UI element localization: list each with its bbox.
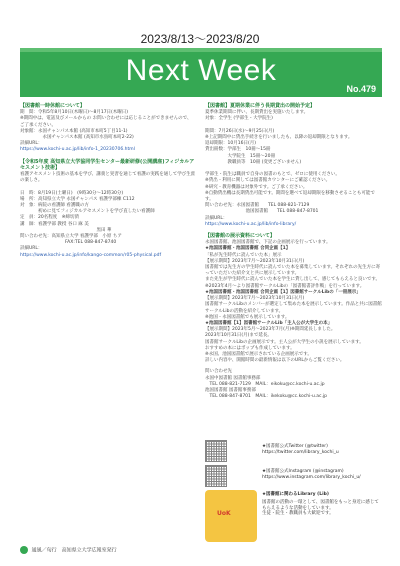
library-club-logo	[205, 490, 257, 542]
sns-twitter[interactable]: ★図書館公式Twitter (@twitter) https://twitter.com/library_kochi_u	[262, 444, 339, 455]
section-head-exhibit: 【図書館の展示資料について】	[205, 233, 275, 240]
exhibit-1-head: ★池国図書館・池国図書館 合同企画【1】	[205, 246, 291, 252]
sns-instagram[interactable]: ★図書館公式Instagram (@instagram) https://www.instagram.com/library_kochi_u/	[262, 469, 361, 480]
footer	[20, 546, 117, 554]
footer-org: 通風／旬行 高知県立大学広報室発行	[31, 547, 117, 554]
right-column	[205, 103, 382, 400]
qr-code-instagram	[205, 465, 227, 487]
contact-label: 問い合わせ先	[205, 369, 232, 375]
seminar-link[interactable]: https://www.kochi-u.ac.jp/info/kango-common/r05-physical.pdf	[20, 252, 162, 258]
exhibit-2-body: 【展示期間】2023年7月〜2023年10月31日(月) 図書館サークルLibのメンバーが選定して集めた本を展示しています。作品と共に図書館サークルLibの活動を紹介しています。 ※池国・永国図書館でも展示しています。	[205, 296, 382, 320]
qr-code-twitter	[205, 440, 227, 462]
issue-number: No.479	[346, 84, 376, 94]
library-club-head: ★図書館に関わるLibrary (Lib)	[262, 492, 329, 497]
exhibit-3-body: 【展示期間】2023年5月〜2023年7月(月)※期間延長しました。 2023年10月31日(月)まで延長。 図書館サークルLibの企画展示です。主人公が大学生の小説を展示しています。 おすすめの本にはポップも作成しています。 ※永国、池国図書館で展示されている企画展示です。	[205, 327, 364, 357]
exhibit-3-head: ★池国図書館【1】図書館サークルLib「主人公が大学生の本」	[205, 320, 333, 326]
library-club-logo-text: UoK	[217, 510, 231, 517]
page-title: Next Week	[125, 54, 277, 87]
exhibit-1-body: 「私が先生時代に読んでいた本」展示 【展示期間】2023年7月〜2023年10月31日(月) 図書館では先生方の学生時代に読んでいた本を募集しています。それぞれの先生方に寄っていただいた紹介文と共に展示しています。 また先生が学生時代に読んでいた本を学生に貸し出して、感じてもらえると良いです。 ※2023年4月〜より図書館サークルLibの「図書館書評作戦」を行っています。	[205, 252, 381, 289]
section-head-seminar: 【令和5年度 高知県立大学協同学生センター最新研修(公開講座)フィジカルアセスメント技術】	[20, 158, 195, 171]
section-body-seminar: 看護アセスメント技術の基本を学び、講義と実習を通じて看護の実践を通して学び生涯の楽しさ。 日 時：8月19日(土曜日) (9時30分〜12時30分) 場 所：高知県立大学 永国チャンパス 看護学部棟 C112 対 象：病院の看護師 看護職の方 初めに見てフィジカルアセスメントを学び直したい看護師 定 員：20名程度 ※締切済 講 師：看護学部 教授 谷口 麻 美 黒田 華 問い合わせ先：高知県立大学 看護学部 小原 ちア FAX:TEL 088-847-8740 詳細URL：	[20, 172, 196, 252]
left-column	[20, 103, 196, 259]
lending-link[interactable]: https://www.kochi-u.ac.jp/lib/info-library/	[205, 221, 297, 227]
exhibit-2-head: ★池国図書館・池国図書館 合同企画【1】図書館サークルLibの「一冊展示」	[205, 289, 361, 295]
section-body-lending: 夏季休業期間に伴い、長期貸出を実施いたします。 対象：全学生 (学部生・大学院生) 期間：7月26日(水)〜9月25日(月) ※上記期間中に貸出手続きを行いましたも、以降の返却期限となります。 返却期限：10月16日(月) 貸出冊数：学部生 10冊〜15冊 大学院生 15冊〜20冊 教職員等 10冊 (変更ございません) 学部生・院生は職員で自身の図書のもとで、ゼロに使用ください。 ※貸出・利用に関しては図書館カウンターにご確認ください。 ※研究・教育機器は対象外です。ご了承ください。 ※自動貸出機は長期貸出可能です。期間を選べて返却期限を移動させることも可能です。 問い合わせ先：永国図書館 TEL 088-821-7129 池国図書館 TEL 088-847-8701 詳細URL：	[205, 110, 375, 221]
section-head-lending: 【図書館】夏期休業に伴う長期貸出の開始予定】	[205, 103, 316, 109]
banner	[20, 48, 382, 97]
contact-body: 永国中図書館 図書館事務部 TEL 088-821-7129 MAIL：eikoku@cc.kochi-u.ac.jp 池国図書館 図書館事務部 TEL 088-847-8701 MAIL：ikekoku@cc.kochi-u.ac.jp	[205, 375, 328, 400]
exhibit-outro: 詳しい内容や、開館時間の最新情報は以下のURLからご覧ください。	[205, 358, 345, 364]
section-head-closure: 【図書館一時休館について】	[20, 103, 85, 109]
org-logo-icon	[20, 546, 28, 554]
section-body-closure: 期 間：令和5年8月10日(木曜日)〜8月17日(木曜日) ※期間中は、電話及びメールからの お問い合わせには応じることができませんので、ご了承ください。 対象館：永国チャンパス本館 (高知市本町5丁目11-1) 永国チャンパス本館 (高知市水鳥町本町2-22) 詳細URL：	[20, 110, 192, 147]
exhibit-intro: 永国図書館、池国図書館で、下記の企画展示を行っています。	[205, 240, 331, 246]
library-club-body: 図書館の活動の一環として、図書館をもっと身近に感じてもらえるような活動をしています。 生徒・院生・教職員も大歓迎です。	[262, 500, 379, 516]
closure-link[interactable]: https://www.kochi-u.ac.jp/lib/info-1_20230706.html	[20, 147, 135, 153]
date-range: 2023/8/13〜2023/8/20	[140, 32, 260, 46]
